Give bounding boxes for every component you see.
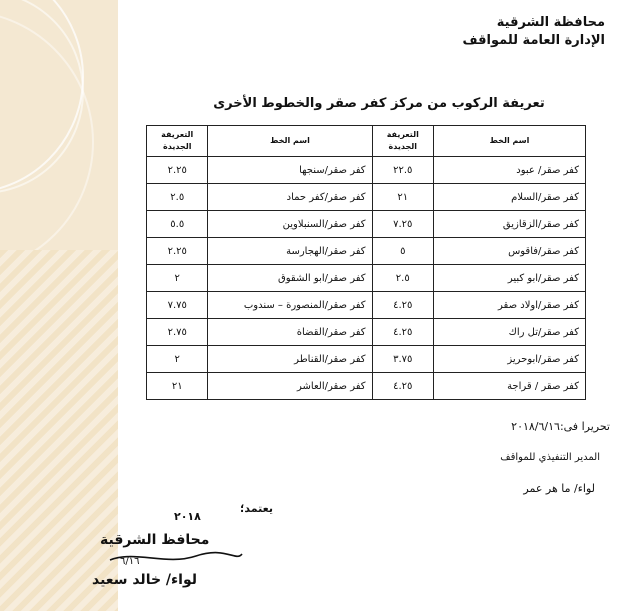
fare-value: ٢.٥ bbox=[372, 265, 433, 292]
stamp-date: ٦/١٦ bbox=[120, 556, 140, 567]
fare-value: ٢١ bbox=[372, 184, 433, 211]
fare-value: ٢.٧٥ bbox=[147, 319, 208, 346]
fare-value: ٥ bbox=[372, 238, 433, 265]
route-name: كفر صقر/السلام bbox=[433, 184, 585, 211]
route-name: كفر صقر/كفر حماد bbox=[208, 184, 372, 211]
fare-value: ٢ bbox=[147, 346, 208, 373]
route-name: كفر صقر/ابو كبير bbox=[433, 265, 585, 292]
fare-value: ٢١ bbox=[147, 373, 208, 400]
column-header: التعريفة الجديدة bbox=[147, 126, 208, 157]
table-row bbox=[147, 238, 586, 265]
approval-label: يعتمد؛ bbox=[240, 502, 273, 515]
governorate-name: محافظة الشرقية bbox=[496, 15, 605, 30]
route-name: كفر صقر/ عبود bbox=[433, 157, 585, 184]
column-header: اسم الخط bbox=[433, 126, 585, 157]
route-name: كفر صقر/الزقازيق bbox=[433, 211, 585, 238]
department-name: الإدارة العامة للمواقف bbox=[462, 33, 605, 48]
table-row bbox=[147, 292, 586, 319]
route-name: كفر صقر/الهجارسة bbox=[208, 238, 372, 265]
route-name: كفر صقر/ابوحريز bbox=[433, 346, 585, 373]
fare-value: ٢.٢٥ bbox=[147, 157, 208, 184]
table-row bbox=[147, 184, 586, 211]
route-name: كفر صقر/المنصورة – سندوب bbox=[208, 292, 372, 319]
fare-value: ٤.٢٥ bbox=[372, 319, 433, 346]
signer-name: لواء/ خالد سعيد bbox=[92, 572, 198, 588]
route-name: كفر صقر / قراجة bbox=[433, 373, 585, 400]
fare-value: ٢.٢٥ bbox=[147, 238, 208, 265]
route-name: كفر صقر/القضاة bbox=[208, 319, 372, 346]
stamp-year: ٢٠١٨ bbox=[174, 510, 201, 523]
issue-date: تحريرا فى:٢٠١٨/٦/١٦ bbox=[511, 420, 610, 433]
table-row bbox=[147, 319, 586, 346]
route-name: كفر صقر/فاقوس bbox=[433, 238, 585, 265]
fare-value: ٧.٢٥ bbox=[372, 211, 433, 238]
column-header: التعريفة الجديدة bbox=[372, 126, 433, 157]
route-name: كفر صقر/اولاد صقر bbox=[433, 292, 585, 319]
table-row bbox=[147, 211, 586, 238]
route-name: كفر صقر/السنبلاوين bbox=[208, 211, 372, 238]
column-header: اسم الخط bbox=[208, 126, 372, 157]
route-name: كفر صقر/القناطر bbox=[208, 346, 372, 373]
fare-value: ٥.٥ bbox=[147, 211, 208, 238]
table-row bbox=[147, 265, 586, 292]
document-title: تعريفة الركوب من مركز كفر صقر والخطوط الأخرى bbox=[213, 96, 545, 111]
fare-value: ٢ bbox=[147, 265, 208, 292]
fare-value: ٢.٥ bbox=[147, 184, 208, 211]
letterhead bbox=[463, 14, 605, 50]
table-header-row bbox=[147, 126, 586, 157]
table-row bbox=[147, 157, 586, 184]
fare-value: ٧.٧٥ bbox=[147, 292, 208, 319]
fare-value: ٤.٢٥ bbox=[372, 292, 433, 319]
fare-value: ٣.٧٥ bbox=[372, 346, 433, 373]
fare-value: ٤.٢٥ bbox=[372, 373, 433, 400]
route-name: كفر صقر/ابو الشقوق bbox=[208, 265, 372, 292]
fare-value: ٢٢.٥ bbox=[372, 157, 433, 184]
route-name: كفر صقر/سنجها bbox=[208, 157, 372, 184]
fares-table bbox=[146, 125, 586, 400]
route-name: كفر صقر/العاشر bbox=[208, 373, 372, 400]
table-row bbox=[147, 373, 586, 400]
route-name: كفر صقر/تل راك bbox=[433, 319, 585, 346]
stamp-title: محافظ الشرقية bbox=[100, 532, 210, 548]
table-row bbox=[147, 346, 586, 373]
director-name: لواء/ ما هر عمر bbox=[523, 482, 595, 495]
director-title: المدير التنفيذي للمواقف bbox=[500, 452, 600, 463]
